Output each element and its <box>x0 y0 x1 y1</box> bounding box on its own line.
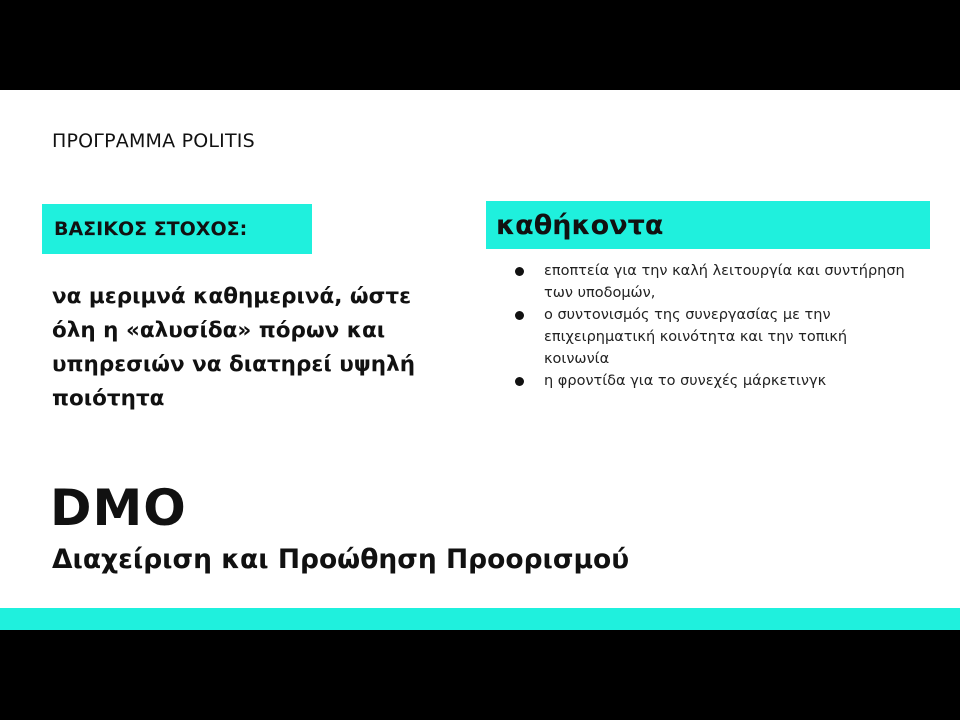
program-title: ΠΡΟΓΡΑΜΜΑ POLITIS <box>52 130 255 152</box>
slide <box>0 90 960 630</box>
bullet-icon <box>515 377 524 386</box>
goal-label-box <box>42 204 312 254</box>
duties-item-text: εποπτεία για την καλή λειτουργία και συντήρηση των υποδομών, <box>544 263 905 301</box>
dmo-title: DMO <box>50 479 187 537</box>
bottom-accent-band <box>0 608 960 630</box>
goal-label: ΒΑΣΙΚΟΣ ΣΤΟΧΟΣ: <box>54 218 248 240</box>
duties-label: καθήκοντα <box>496 209 664 241</box>
duties-list-item <box>512 260 912 304</box>
duties-list-item <box>512 304 912 370</box>
goal-text: να μεριμνά καθημερινά, ώστε όλη η «αλυσίδα» πόρων και υπηρεσιών να διατηρεί υψηλή ποιότητα <box>52 284 416 411</box>
duties-item-text: ο συντονισμός της συνεργασίας με την επιχειρηματική κοινότητα και την τοπική κοινωνία <box>544 307 848 367</box>
duties-list <box>512 260 912 392</box>
bullet-icon <box>515 267 524 276</box>
duties-item-text: η φροντίδα για το συνεχές μάρκετινγκ <box>544 373 827 389</box>
bullet-icon <box>515 311 524 320</box>
dmo-subtitle: Διαχείριση και Προώθηση Προορισμού <box>52 544 630 575</box>
duties-label-box <box>486 201 930 249</box>
duties-list-item <box>512 370 912 392</box>
